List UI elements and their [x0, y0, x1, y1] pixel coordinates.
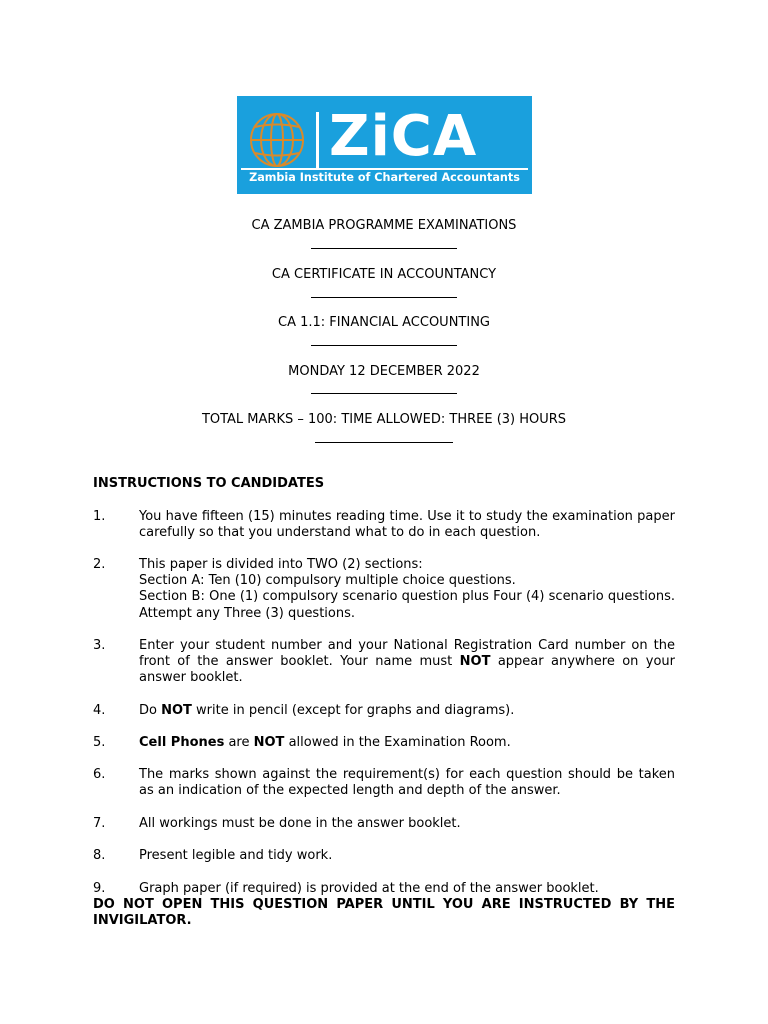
do-not-open-notice: DO NOT OPEN THIS QUESTION PAPER UNTIL YOU ARE INSTRUCTED BY THE INVIGILATOR.: [93, 897, 675, 929]
item-number: 8.: [93, 848, 106, 863]
item-number: 9.: [93, 881, 106, 896]
instruction-item: [93, 557, 675, 622]
emphasis-text: NOT: [459, 654, 491, 670]
text-segment: appear anywhere on your answer booklet.: [139, 654, 675, 686]
instruction-item: [93, 881, 675, 897]
instruction-item: [93, 509, 675, 541]
item-text: [139, 703, 675, 719]
item-text: Graph paper (if required) is provided at the end of the answer booklet.: [139, 881, 599, 896]
globe-icon: [247, 110, 307, 170]
item-number: 4.: [93, 703, 106, 718]
item-text-line: Section A: Ten (10) compulsory multiple choice questions.: [139, 573, 516, 589]
logo-tagline-band: [241, 168, 528, 188]
emphasis-text: NOT: [161, 703, 192, 718]
item-number: 3.: [93, 638, 106, 653]
logo-divider: [316, 112, 319, 170]
zica-logo: [237, 96, 532, 194]
instruction-item: [93, 638, 675, 687]
paper-title: CA 1.1: FINANCIAL ACCOUNTING: [278, 315, 490, 330]
instructions-heading: INSTRUCTIONS TO CANDIDATES: [93, 476, 325, 491]
item-number: 6.: [93, 767, 106, 782]
instruction-item: [93, 848, 675, 864]
item-text: [139, 638, 675, 687]
logo-wordmark: ZiCA: [329, 104, 478, 169]
item-number: 5.: [93, 735, 106, 750]
item-text: You have fifteen (15) minutes reading time. Use it to study the examination paper carefully so that you understand what to do in each question.: [139, 509, 675, 541]
item-number: 7.: [93, 816, 106, 831]
instruction-item: [93, 767, 675, 799]
item-number: 2.: [93, 557, 106, 572]
text-segment: Enter your student number and your National Registration Card number on the front of the answer booklet. Your name must: [139, 638, 675, 670]
item-text: [139, 735, 675, 751]
header-rule: [311, 393, 457, 394]
text-segment: allowed in the Examination Room.: [284, 735, 511, 750]
programme-title: CA ZAMBIA PROGRAMME EXAMINATIONS: [251, 218, 517, 233]
item-text-line: Section B: One (1) compulsory scenario question plus Four (4) scenario questions. Attempt any Three (3) questions.: [139, 589, 675, 621]
certificate-title: CA CERTIFICATE IN ACCOUNTANCY: [271, 267, 497, 282]
text-segment: are: [224, 735, 254, 750]
emphasis-text: NOT: [253, 735, 285, 750]
emphasis-text: Cell Phones: [139, 735, 225, 750]
item-number: 1.: [93, 509, 106, 524]
header-rule: [315, 442, 453, 443]
instruction-item: [93, 735, 675, 751]
instruction-item: [93, 816, 675, 832]
item-text: The marks shown against the requirement(s) for each question should be taken as an indication of the expected length and depth of the answer.: [139, 767, 675, 799]
text-segment: Do: [139, 703, 162, 718]
header-rule: [311, 248, 457, 249]
marks-and-time: TOTAL MARKS – 100: TIME ALLOWED: THREE (3) HOURS: [201, 412, 567, 427]
header-rule: [311, 297, 457, 298]
item-text: Present legible and tidy work.: [139, 848, 333, 863]
header-rule: [311, 345, 457, 346]
item-text-line: This paper is divided into TWO (2) sections:: [139, 557, 423, 572]
exam-date: MONDAY 12 DECEMBER 2022: [288, 364, 480, 379]
item-text: All workings must be done in the answer booklet.: [139, 816, 461, 831]
text-segment: write in pencil (except for graphs and diagrams).: [191, 703, 515, 718]
logo-tagline: Zambia Institute of Chartered Accountants: [249, 171, 520, 184]
instruction-item: [93, 703, 675, 719]
